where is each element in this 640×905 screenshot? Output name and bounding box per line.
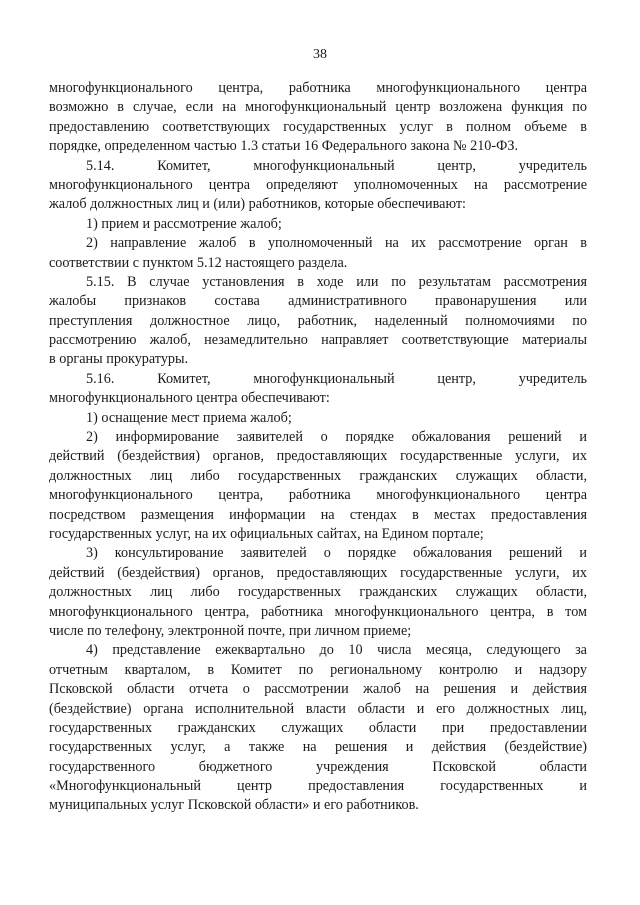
text-line: возможно в случае, если на многофункциональный центр возложена функция по (49, 99, 587, 116)
text-line: государственных услуг, а также на решения и действия (бездействие) (49, 739, 587, 756)
text-line: 5.16. Комитет, многофункциональный центр, учредитель (86, 370, 587, 387)
text-line: действий (бездействия) органов, предоставляющих государственные услуги, их (49, 564, 587, 581)
text-line: числе по телефону, электронной почте, при личном приеме; (49, 622, 412, 639)
text-line: многофункционального центра, работника многофункционального центра (49, 487, 587, 504)
text-line: порядке, определенном частью 1.3 статьи 16 Федерального закона № 210-ФЗ. (49, 138, 518, 155)
text-line: государственных услуг, на их официальных сайтах, на Едином портале; (49, 525, 484, 542)
text-line: преступления должностное лицо, работник, наделенный полномочиями по (49, 312, 587, 329)
text-line: предоставлению соответствующих государственных услуг в полном объеме в (49, 118, 587, 135)
text-line: многофункционального центра обеспечивают: (49, 390, 330, 407)
page-number: 38 (313, 47, 327, 62)
text-line: 2) информирование заявителей о порядке обжалования решений и (86, 429, 587, 446)
text-line: посредством размещения информации на стендах в местах предоставления (49, 506, 587, 523)
text-line: многофункционального центра, работника многофункционального центра, в том (49, 603, 587, 620)
text-line: жалобы признаков состава административного правонарушения или (49, 293, 587, 310)
text-line: «Многофункциональный центр предоставления государственных и (49, 778, 587, 795)
text-line: 5.15. В случае установления в ходе или по результатам рассмотрения (86, 273, 587, 290)
text-line: рассмотрению жалоб, незамедлительно направляет соответствующие материалы (49, 332, 587, 349)
text-line: многофункционального центра, работника многофункционального центра (49, 80, 587, 96)
text-line: должностных лиц либо государственных гражданских служащих области, (49, 584, 587, 601)
text-line: 4) представление ежеквартально до 10 числа месяца, следующего за (86, 642, 587, 659)
text-line: (бездействие) органа исполнительной власти области и его должностных лиц, (49, 700, 587, 717)
text-line: Псковской области отчета о рассмотрении жалоб на решения и действия (49, 681, 587, 698)
text-line: 3) консультирование заявителей о порядке обжалования решений и (86, 545, 587, 562)
text-line: 1) оснащение мест приема жалоб; (86, 409, 292, 426)
text-line: должностных лиц либо государственных гражданских служащих области, (49, 467, 587, 484)
text-line: 5.14. Комитет, многофункциональный центр, учредитель (86, 157, 587, 174)
text-line: муниципальных услуг Псковской области» и его работников. (49, 797, 419, 814)
document-body (49, 79, 587, 816)
text-line: в органы прокуратуры. (49, 351, 189, 368)
text-line: отчетным кварталом, в Комитет по региональному контролю и надзору (49, 661, 587, 678)
text-line: государственных гражданских служащих области при предоставлении (49, 719, 587, 736)
text-line: жалоб должностных лиц и (или) работников, которые обеспечивают: (49, 196, 466, 213)
text-line: многофункционального центра определяют уполномоченных на рассмотрение (49, 176, 587, 193)
text-line: соответствии с пунктом 5.12 настоящего раздела. (49, 254, 348, 271)
text-line: 1) прием и рассмотрение жалоб; (86, 215, 282, 232)
text-line: государственного бюджетного учреждения Псковской области (49, 758, 587, 775)
text-line: 2) направление жалоб в уполномоченный на их рассмотрение орган в (86, 235, 587, 252)
text-line: действий (бездействия) органов, предоставляющих государственные услуги, их (49, 448, 587, 465)
